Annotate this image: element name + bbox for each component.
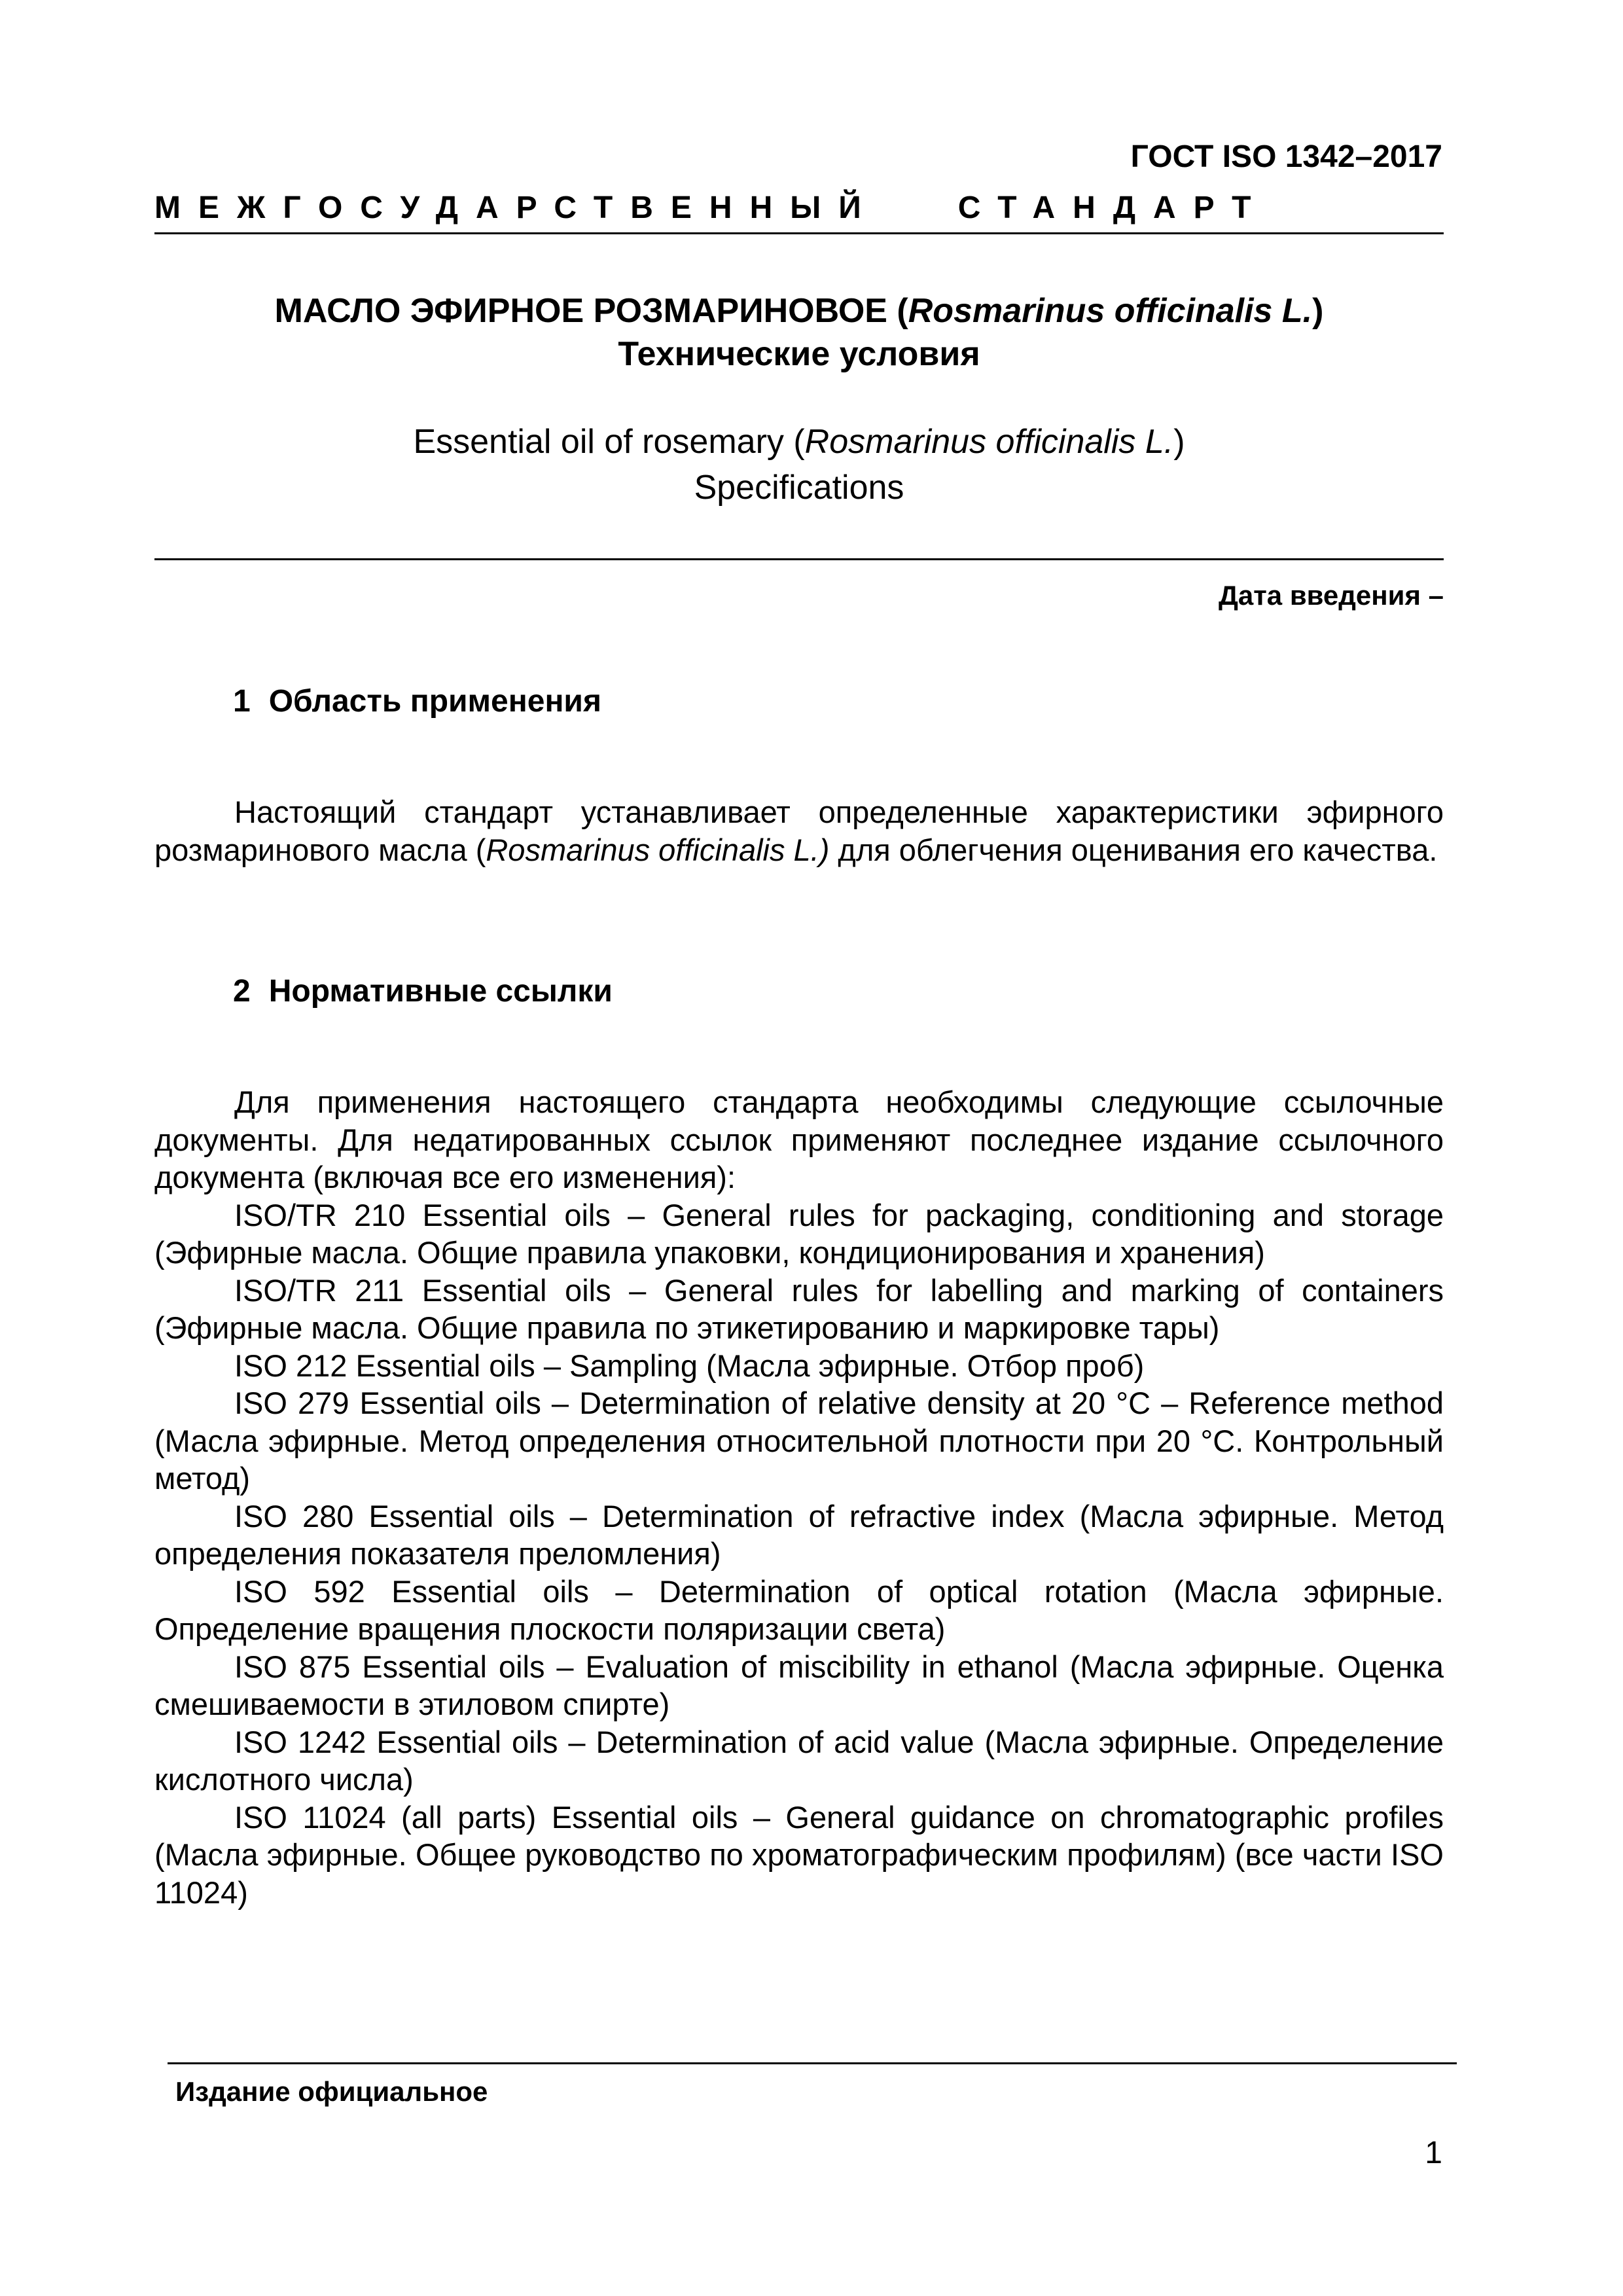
reference-item: ISO 279 Essential oils – Determination of relative density at 20 °C – Reference method (Масла эфирные. Метод определения относительной плотности при 20 °С. Контрольный метод) <box>154 1386 1444 1496</box>
latin-species-name: Rosmarinus officinalis L.) <box>486 832 830 867</box>
reference-item: ISO/TR 210 Essential oils – General rules for packaging, conditioning and storage (Эфирные масла. Общие правила упаковки, кондиционирования и хранения) <box>154 1197 1444 1270</box>
reference-item: ISO 1242 Essential oils – Determination of acid value (Масла эфирные. Определение кислотного числа) <box>154 1724 1444 1797</box>
reference-item: ISO 875 Essential oils – Evaluation of miscibility in ethanol (Масла эфирные. Оценка смешиваемости в этиловом спирте) <box>154 1649 1444 1721</box>
reference-item: ISO/TR 211 Essential oils – General rules for labelling and marking of containers (Эфирные масла. Общие правила по этикетированию и маркировке тары) <box>154 1272 1444 1345</box>
section-heading-scope <box>233 683 601 719</box>
title-english-line-1: Essential oil of rosemary (Rosmarinus officinalis L.) <box>413 423 1185 461</box>
section-title: Нормативные ссылки <box>268 974 613 1009</box>
reference-item: ISO 11024 (all parts) Essential oils – General guidance on chromatographic profiles (Масла эфирные. Общее руководство по хроматографическим профилям) (все части ISO 11024) <box>154 1799 1444 1910</box>
date-of-introduction: Дата введения – <box>1218 580 1444 611</box>
reference-item: ISO 212 Essential oils – Sampling (Масла эфирные. Отбор проб) <box>234 1348 1145 1383</box>
latin-species-name: Rosmarinus officinalis L. <box>908 292 1313 330</box>
section-number: 2 <box>233 974 251 1009</box>
scope-paragraph: Настоящий стандарт устанавливает определенные характеристики эфирного розмаринового масла (Rosmarinus officinalis L.) для облегчения оценивания его качества. <box>154 795 1444 867</box>
section-number: 1 <box>233 684 251 719</box>
latin-species-name: Rosmarinus officinalis L. <box>804 423 1174 461</box>
reference-item: ISO 592 Essential oils – Determination of optical rotation (Масла эфирные. Определение вращения плоскости поляризации света) <box>154 1573 1444 1646</box>
title-rule <box>154 558 1444 560</box>
page-number: 1 <box>1425 2136 1442 2170</box>
header-rule <box>154 232 1444 234</box>
interstate-standard-label: МЕЖГОСУДАРСТВЕННЫЙ СТАНДАРТ <box>154 190 1269 225</box>
official-edition-label: Издание официальное <box>175 2076 488 2107</box>
reference-item: ISO 280 Essential oils – Determination of refractive index (Масла эфирные. Метод определения показателя преломления) <box>154 1498 1444 1571</box>
footer-rule <box>168 2062 1457 2064</box>
title-russian-line-2: Технические условия <box>618 335 980 373</box>
references-intro: Для применения настоящего стандарта необходимы следующие ссылочные документы. Для недатированных ссылок применяют последнее издание ссылочного документа (включая все его изменения): <box>154 1085 1444 1194</box>
section-heading-normative-references <box>233 973 613 1009</box>
standard-code: ГОСТ ISO 1342–2017 <box>1130 139 1442 174</box>
title-russian <box>154 289 1444 376</box>
title-russian-line-1: МАСЛО ЭФИРНОЕ РОЗМАРИНОВОЕ (Rosmarinus officinalis L.) <box>274 292 1324 330</box>
title-english-line-2: Specifications <box>694 469 904 507</box>
title-english <box>154 419 1444 511</box>
section-title: Область применения <box>268 684 601 719</box>
normative-references-body <box>154 1083 1444 1911</box>
